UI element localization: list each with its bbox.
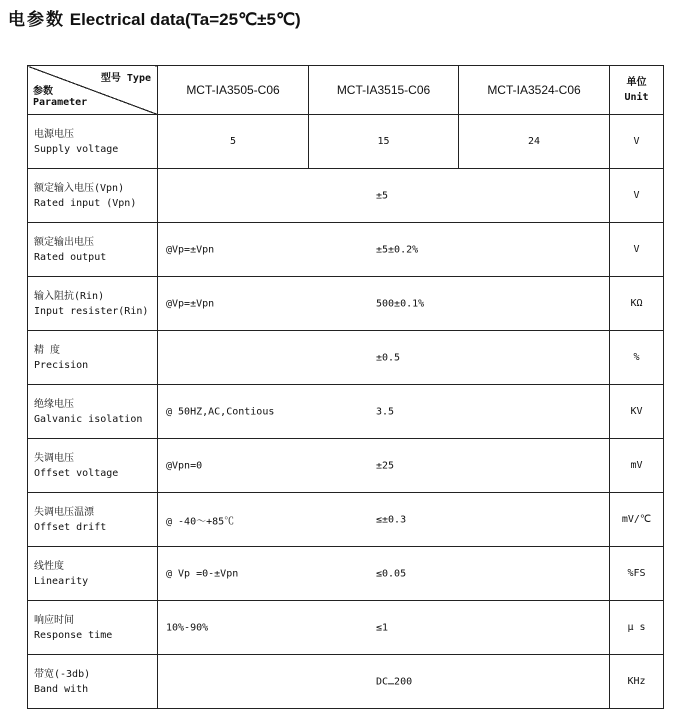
param-en: Rated input (Vpn) <box>34 197 137 209</box>
param-label-en: Parameter <box>33 97 88 108</box>
param-en: Precision <box>34 359 89 371</box>
param-cn: 失调电压温漂 <box>34 506 94 518</box>
param-cell <box>28 439 158 493</box>
unit-cell: KΩ <box>610 277 664 331</box>
param-en: Rated output <box>34 251 107 263</box>
unit-cell: mV <box>610 439 664 493</box>
param-cell <box>28 223 158 277</box>
value-text: ≤±0.3 <box>376 514 407 525</box>
model-header-3: MCT-IA3524-C06 <box>459 66 610 115</box>
condition-text: 10%-90% <box>166 622 209 633</box>
table-row <box>28 493 664 547</box>
param-en: Input resister(Rin) <box>34 305 149 317</box>
param-cell <box>28 331 158 385</box>
title-en: Electrical data(Ta=25℃±5℃) <box>69 10 301 29</box>
condition-text: @ -40～+85℃ <box>166 516 235 527</box>
value-cell <box>158 547 610 601</box>
table-row <box>28 385 664 439</box>
param-cell <box>28 169 158 223</box>
condition-text: @ 50HZ,AC,Contious <box>166 406 275 417</box>
table-row <box>28 547 664 601</box>
param-cn: 电源电压 <box>34 128 74 140</box>
param-cn: 额定输出电压 <box>34 236 94 248</box>
unit-cell: V <box>610 115 664 169</box>
param-en: Offset voltage <box>34 467 119 479</box>
param-cell <box>28 547 158 601</box>
value-text: ≤0.05 <box>376 568 407 579</box>
param-cn: 响应时间 <box>34 614 74 626</box>
value-cell <box>158 655 610 709</box>
unit-header-en: Unit <box>624 92 649 103</box>
value-text: 500±0.1% <box>376 298 425 309</box>
table-header-row <box>28 66 664 115</box>
value-cell <box>158 223 610 277</box>
value-text: 3.5 <box>376 406 395 417</box>
value-cell <box>158 439 610 493</box>
param-cn: 绝缘电压 <box>34 398 74 410</box>
table-row <box>28 223 664 277</box>
value-text: ±25 <box>376 460 395 471</box>
param-cell <box>28 385 158 439</box>
model-header-1: MCT-IA3505-C06 <box>158 66 309 115</box>
param-cell <box>28 277 158 331</box>
condition-text: @ Vp =0-±Vpn <box>166 568 239 579</box>
unit-cell: KHz <box>610 655 664 709</box>
value-cell <box>158 277 610 331</box>
unit-cell: μ s <box>610 601 664 655</box>
unit-header <box>610 66 664 115</box>
param-cell <box>28 655 158 709</box>
value-text: DC…200 <box>376 676 413 687</box>
unit-header-cn: 单位 <box>626 77 647 88</box>
value-cell <box>158 493 610 547</box>
param-cn: 输入阻抗(Rin) <box>34 290 105 302</box>
value-cell <box>158 385 610 439</box>
table-row <box>28 115 664 169</box>
value-cell-model-1: 5 <box>158 115 309 169</box>
param-en: Galvanic isolation <box>34 413 143 425</box>
condition-text: @Vp=±Vpn <box>166 244 215 255</box>
unit-cell: mV/℃ <box>610 493 664 547</box>
value-text: ≤1 <box>376 622 389 633</box>
param-en: Response time <box>34 629 113 641</box>
table-row <box>28 277 664 331</box>
param-en: Supply voltage <box>34 143 119 155</box>
param-cn: 带宽(-3db) <box>34 668 91 680</box>
value-cell <box>158 169 610 223</box>
table-row <box>28 601 664 655</box>
condition-text: @Vpn=0 <box>166 460 203 471</box>
value-text: ±5 <box>376 190 389 201</box>
unit-cell: % <box>610 331 664 385</box>
electrical-data-table <box>27 65 664 709</box>
value-text: ±5±0.2% <box>376 244 419 255</box>
value-text: ±0.5 <box>376 352 401 363</box>
header-corner-cell <box>28 66 158 115</box>
value-cell-model-3: 24 <box>459 115 610 169</box>
param-cell <box>28 493 158 547</box>
condition-text: @Vp=±Vpn <box>166 298 215 309</box>
title-cn: 电参数 <box>8 10 65 29</box>
page-title <box>8 7 301 33</box>
param-cn: 额定输入电压(Vpn) <box>34 182 125 194</box>
unit-cell: V <box>610 223 664 277</box>
model-header-2: MCT-IA3515-C06 <box>309 66 459 115</box>
value-cell <box>158 331 610 385</box>
param-label-cn: 参数 <box>33 86 53 97</box>
unit-cell: V <box>610 169 664 223</box>
type-label: 型号 Type <box>100 73 151 84</box>
table-row <box>28 169 664 223</box>
param-cn: 失调电压 <box>34 452 74 464</box>
param-en: Linearity <box>34 575 89 587</box>
param-cell <box>28 601 158 655</box>
param-en: Offset drift <box>34 521 107 533</box>
table-row <box>28 331 664 385</box>
value-cell-model-2: 15 <box>309 115 459 169</box>
param-en: Band with <box>34 683 89 695</box>
param-cn: 精 度 <box>34 344 61 356</box>
param-cn: 线性度 <box>34 560 64 572</box>
value-cell <box>158 601 610 655</box>
param-cell <box>28 115 158 169</box>
unit-cell: KV <box>610 385 664 439</box>
unit-cell: %FS <box>610 547 664 601</box>
table-row <box>28 439 664 493</box>
table-row <box>28 655 664 709</box>
